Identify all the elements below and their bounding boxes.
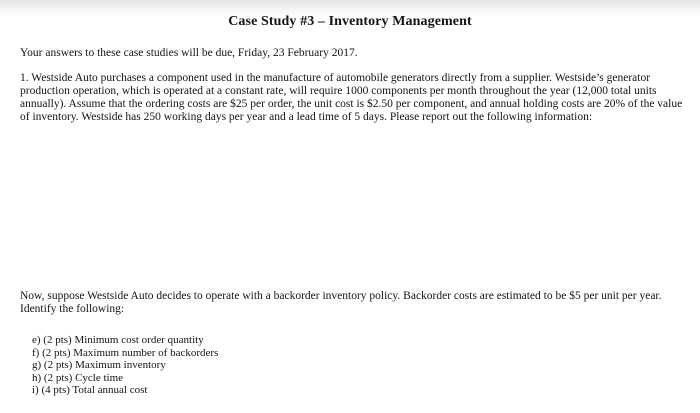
- backorder-policy-text: Now, suppose Westside Auto decides to operate with a backorder inventory policy. Backorder costs are estimated to be $5 per unit per year. Identify the following:: [20, 290, 662, 315]
- question-1-text: 1. Westside Auto purchases a component used in the manufacture of automobile generators directly from a supplier. Westside’s generator production operation, which is operated at a constant rate, will require 1000 components per month throughout the year (12,000 total units annually). Assume that the ordering costs are $25 per order, the unit cost is $2.50 per component, and annual holding costs are 20% of the value of inventory. Westside has 250 working days per year and a lead time of 5 days. Please report out the following information:: [20, 72, 683, 123]
- document-title: Case Study #3 – Inventory Management: [228, 14, 472, 29]
- list-item-i: i) (4 pts) Total annual cost: [32, 384, 148, 397]
- question-list: [32, 334, 218, 397]
- list-item-g: g) (2 pts) Maximum inventory: [32, 359, 166, 372]
- list-item-e: e) (2 pts) Minimum cost order quantity: [32, 334, 204, 346]
- list-item-h: h) (2 pts) Cycle time: [32, 371, 124, 384]
- list-item-f: f) (2 pts) Maximum number of backorders: [32, 346, 219, 359]
- due-date-notice: Your answers to these case studies will be due, Friday, 23 February 2017.: [20, 47, 358, 59]
